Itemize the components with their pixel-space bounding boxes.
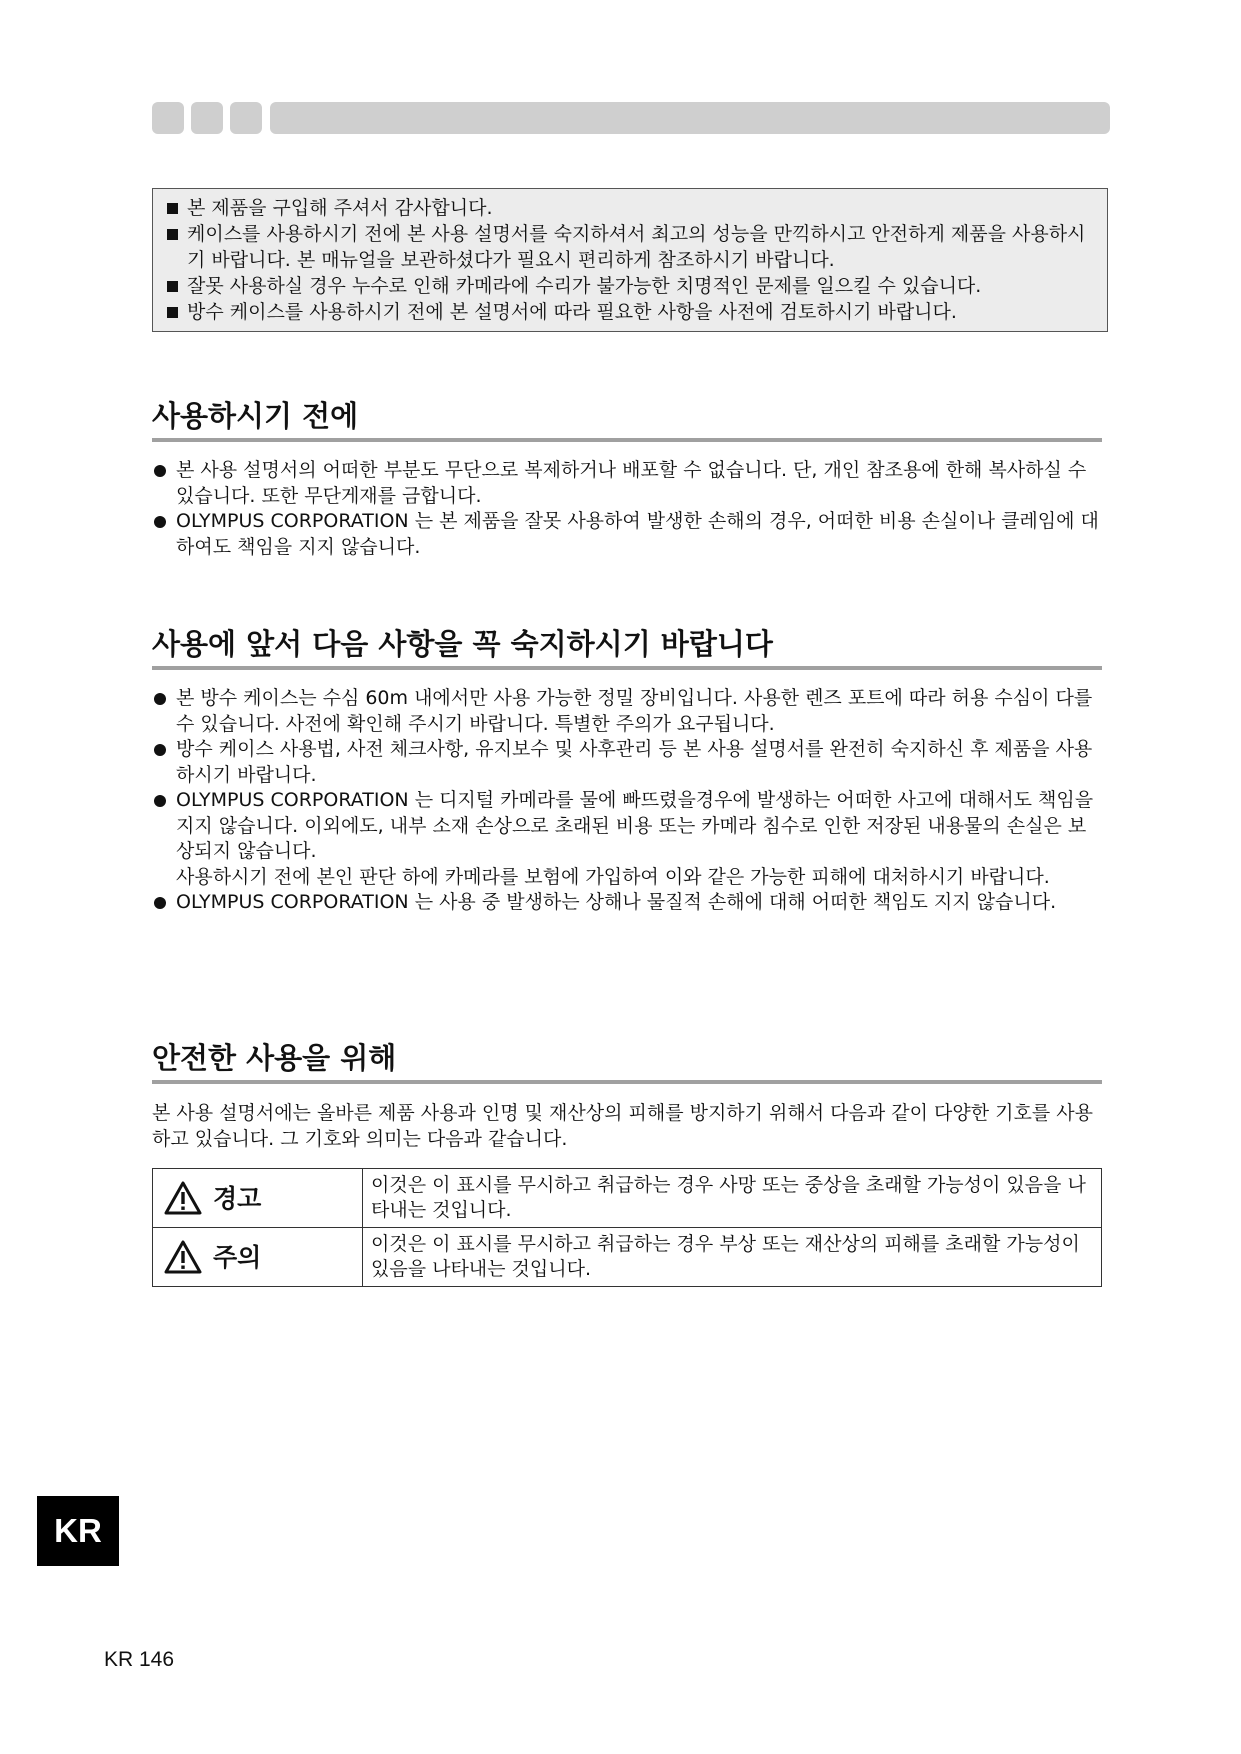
warning-triangle-icon [163, 1180, 203, 1216]
caution-triangle-icon [163, 1239, 203, 1275]
list-item: OLYMPUS CORPORATION 는 본 제품을 잘못 사용하여 발생한 손해의 경우, 어떠한 비용 손실이나 클레임에 대하여도 책임을 지지 않습니다. [152, 509, 1102, 560]
notice-item: 잘못 사용하실 경우 누수로 인해 카메라에 수리가 불가능한 치명적인 문제를 일으킬 수 있습니다. [163, 273, 1095, 299]
notice-item: 케이스를 사용하시기 전에 본 사용 설명서를 숙지하셔서 최고의 성능을 만끽하시고 안전하게 제품을 사용하시기 바랍니다. 본 매뉴얼을 보관하셨다가 필요시 편리하게 참조하시기 바랍니다. [163, 221, 1095, 273]
notice-item: 방수 케이스를 사용하시기 전에 본 설명서에 따라 필요한 사항을 사전에 검토하시기 바랍니다. [163, 299, 1095, 325]
symbol-label-cell [153, 1228, 363, 1287]
list-item: 본 방수 케이스는 수심 60m 내에서만 사용 가능한 정밀 장비입니다. 사용한 렌즈 포트에 따라 허용 수심이 다를 수 있습니다. 사전에 확인해 주시기 바랍니다. 특별한 주의가 요구됩니다. [152, 686, 1102, 737]
header-square [152, 102, 184, 134]
page-number: KR 146 [104, 1648, 175, 1671]
header-square [230, 102, 262, 134]
header-long-bar [270, 102, 1110, 134]
symbol-description: 이것은 이 표시를 무시하고 취급하는 경우 사망 또는 중상을 초래할 가능성이 있음을 나타내는 것입니다. [363, 1169, 1102, 1228]
section-title: 사용에 앞서 다음 사항을 꼭 숙지하시기 바랍니다 [152, 624, 1102, 670]
square-bullet-icon [167, 281, 178, 292]
language-tab: KR [37, 1496, 119, 1566]
symbol-label-cell [153, 1169, 363, 1228]
table-row [153, 1169, 1102, 1228]
section3-intro: 본 사용 설명서에는 올바른 제품 사용과 인명 및 재산상의 피해를 방지하기 위해서 다음과 같이 다양한 기호를 사용하고 있습니다. 그 기호와 의미는 다음과 같습니다. [152, 1102, 1093, 1150]
square-bullet-icon [167, 203, 178, 214]
bullet-icon [154, 465, 166, 477]
section-title: 사용하시기 전에 [152, 396, 1102, 442]
section-title: 안전한 사용을 위해 [152, 1038, 1102, 1084]
symbol-label: 주의 [213, 1242, 262, 1272]
list-item: 본 사용 설명서의 어떠한 부분도 무단으로 복제하거나 배포할 수 없습니다. 단, 개인 참조용에 한해 복사하실 수 있습니다. 또한 무단게재를 금합니다. [152, 458, 1102, 509]
notice-box [152, 188, 1108, 332]
square-bullet-icon [167, 229, 178, 240]
bullet-icon [154, 516, 166, 528]
bullet-icon [154, 693, 166, 705]
header-square [191, 102, 223, 134]
bullet-icon [154, 795, 166, 807]
symbol-table [152, 1168, 1102, 1287]
list-item: OLYMPUS CORPORATION 는 디지털 카메라를 물에 빠뜨렸을경우에 발생하는 어떠한 사고에 대해서도 책임을 지지 않습니다. 이외에도, 내부 소재 손상으로 초래된 비용 또는 카메라 침수로 인한 저장된 내용물의 손실은 보상되지 않습니다. 사용하시기 전에 본인 판단 하에 카메라를 보험에 가입하여 이와 같은 가능한 피해에 대처하시기 바랍니다. [152, 788, 1102, 890]
bullet-icon [154, 897, 166, 909]
notice-item: 본 제품을 구입해 주셔서 감사합니다. [163, 195, 1095, 221]
section1-list [152, 458, 1102, 560]
list-item: OLYMPUS CORPORATION 는 사용 중 발생하는 상해나 물질적 손해에 대해 어떠한 책임도 지지 않습니다. [152, 890, 1102, 916]
table-row [153, 1228, 1102, 1287]
list-item: 방수 케이스 사용법, 사전 체크사항, 유지보수 및 사후관리 등 본 사용 설명서를 완전히 숙지하신 후 제품을 사용하시기 바랍니다. [152, 737, 1102, 788]
bullet-icon [154, 744, 166, 756]
section2-list [152, 686, 1102, 916]
symbol-description: 이것은 이 표시를 무시하고 취급하는 경우 부상 또는 재산상의 피해를 초래할 가능성이 있음을 나타내는 것입니다. [363, 1228, 1102, 1287]
square-bullet-icon [167, 307, 178, 318]
symbol-label: 경고 [213, 1183, 262, 1213]
